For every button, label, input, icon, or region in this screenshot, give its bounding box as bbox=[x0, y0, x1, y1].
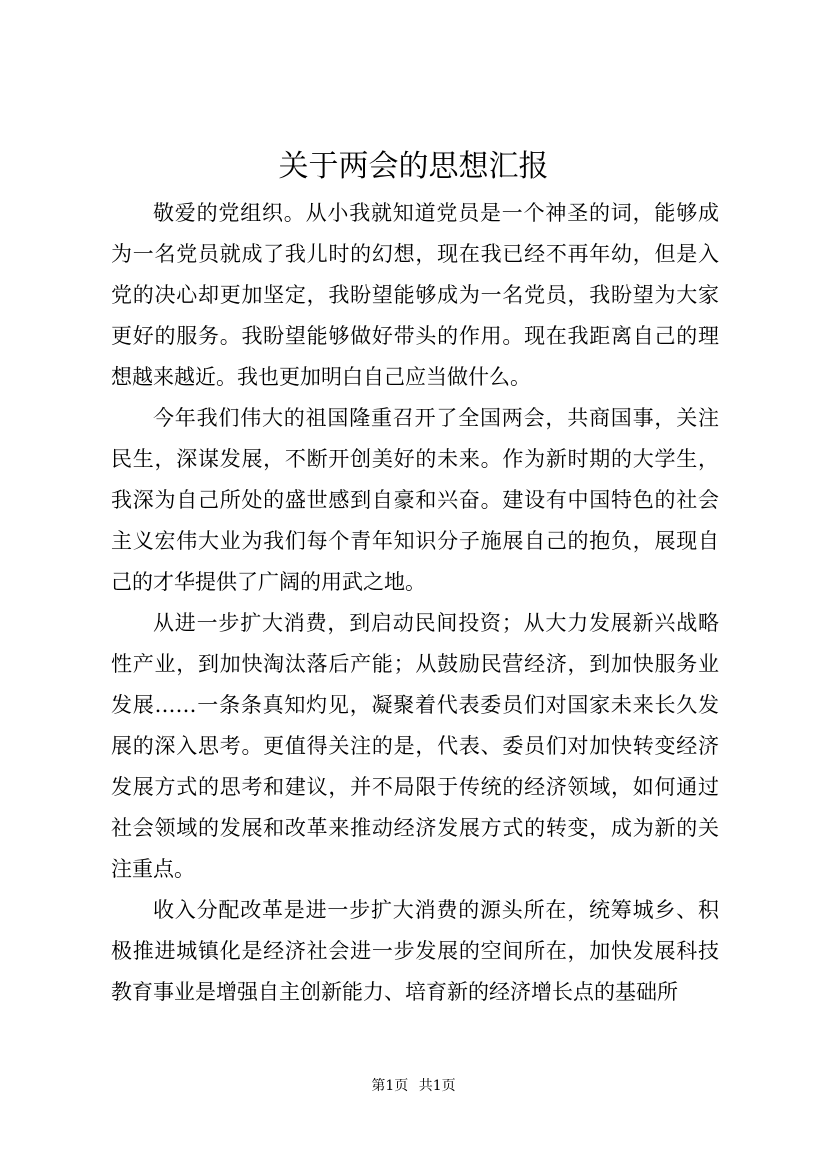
document-body bbox=[111, 193, 719, 1013]
paragraph-2: 今年我们伟大的祖国隆重召开了全国两会，共商国事，关注民生，深谋发展，不断开创美好的未来。作为新时期的大学生，我深为自己所处的盛世感到自豪和兴奋。建设有中国特色的社会主义宏伟大业为我们每个青年知识分子施展自己的抱负，展现自己的才华提供了广阔的用武之地。 bbox=[111, 406, 719, 594]
page-footer bbox=[0, 1076, 827, 1096]
paragraph-3: 从进一步扩大消费，到启动民间投资；从大力发展新兴战略性产业，到加快淘汰落后产能；从鼓励民营经济，到加快服务业发展……一条条真知灼见，凝聚着代表委员们对国家未来长久发展的深入思考。更值得关注的是，代表、委员们对加快转变经济发展方式的思考和建议，并不局限于传统的经济领域，如何通过社会领域的发展和改革来推动经济发展方式的转变，成为新的关注重点。 bbox=[111, 611, 719, 881]
paragraph-1: 敬爱的党组织。从小我就知道党员是一个神圣的词，能够成为一名党员就成了我儿时的幻想，现在我已经不再年幼，但是入党的决心却更加坚定，我盼望能够成为一名党员，我盼望为大家更好的服务。我盼望能够做好带头的作用。现在我距离自己的理想越来越近。我也更加明白自己应当做什么。 bbox=[111, 201, 719, 389]
page-total: 共1页 bbox=[418, 1078, 456, 1094]
document-title: 关于两会的思想汇报 bbox=[278, 149, 549, 184]
page-number: 第1页 bbox=[371, 1078, 409, 1094]
paragraph-4: 收入分配改革是进一步扩大消费的源头所在，统筹城乡、积极推进城镇化是经济社会进一步发展的空间所在，加快发展科技教育事业是增强自主创新能力、培育新的经济增长点的基础所 bbox=[111, 898, 719, 1004]
